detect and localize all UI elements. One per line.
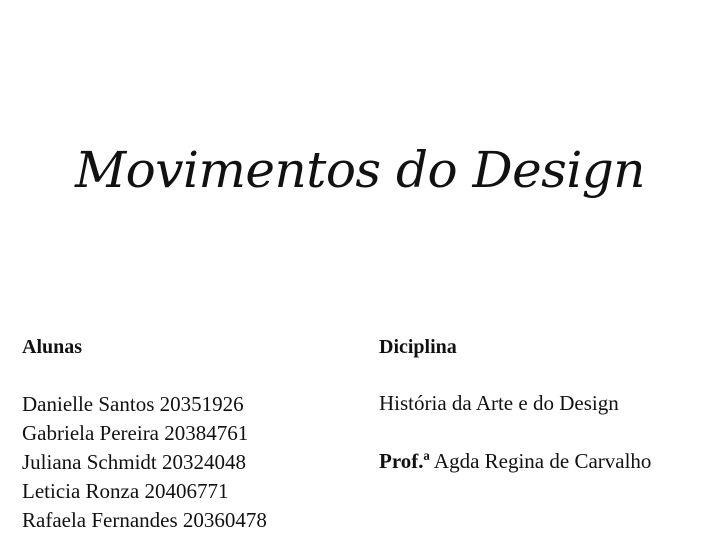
slide-title: Movimentos do Design	[74, 141, 646, 199]
students-list	[22, 390, 342, 535]
student-name: Gabriela Pereira 20384761	[22, 421, 249, 445]
student-name: Leticia Ronza 20406771	[22, 479, 229, 503]
professor-name: Agda Regina de Carvalho	[433, 449, 652, 473]
student-name: Juliana Schmidt 20324048	[22, 450, 246, 474]
students-heading: Alunas	[22, 336, 83, 358]
professor-prefix: Prof.ª	[379, 449, 430, 473]
professor-line	[379, 448, 714, 474]
discipline-column	[379, 334, 714, 474]
student-name: Danielle Santos 20351926	[22, 392, 244, 416]
discipline-heading: Diciplina	[379, 336, 457, 358]
course-name: História da Arte e do Design	[379, 391, 619, 415]
students-column	[22, 334, 342, 535]
student-name: Rafaela Fernandes 20360478	[22, 508, 267, 532]
